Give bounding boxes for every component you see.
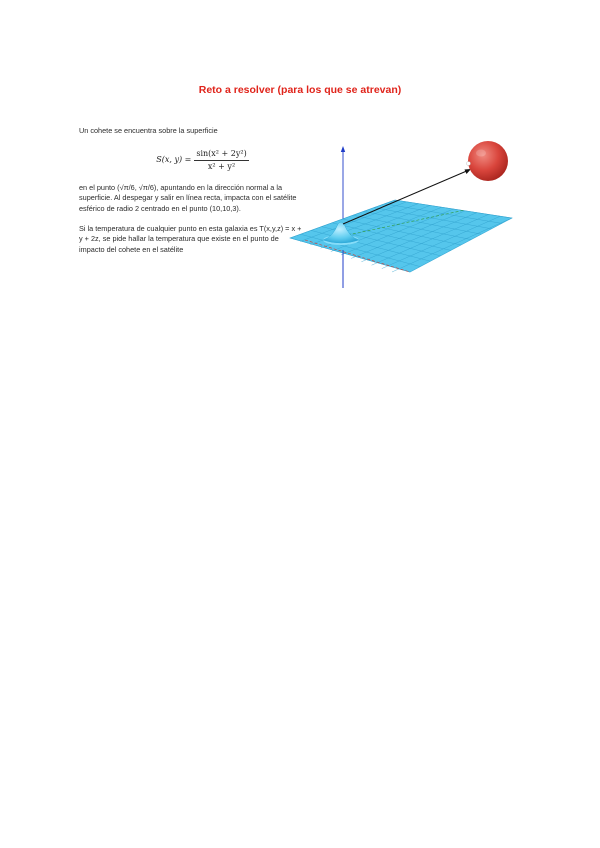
paragraph-point: en el punto (√π/6, √π/6), apuntando en la dirección normal a la superficie. Al despegar y salir en línea recta, impacta con el satélite esférico de radio 2 centrado en el punto (10,10,3). bbox=[79, 182, 297, 213]
formula-fraction bbox=[194, 149, 248, 173]
surface-formula bbox=[101, 149, 304, 173]
intro-text: Un cohete se encuentra sobre la superficie bbox=[79, 126, 218, 135]
formula-numerator: sin(x² + 2y²) bbox=[194, 149, 248, 162]
problem-text bbox=[79, 126, 304, 255]
satellite-sphere bbox=[468, 141, 508, 181]
formula-lhs: S(x, y) = bbox=[156, 155, 192, 165]
surface-plane bbox=[290, 200, 512, 272]
paragraph-temperature: Si la temperatura de cualquier punto en esta galaxia es T(x,y,z) = x + y + 2z, se pide hallar la temperatura que existe en el punto de impacto del cohete en el satélite bbox=[79, 223, 302, 254]
page-title: Reto a resolver (para los que se atrevan) bbox=[198, 84, 402, 96]
impact-point bbox=[467, 162, 471, 166]
z-axis-arrow-icon bbox=[341, 146, 345, 152]
formula-denominator: x² + y² bbox=[207, 162, 236, 172]
rocket-satellite-figure bbox=[285, 140, 517, 292]
